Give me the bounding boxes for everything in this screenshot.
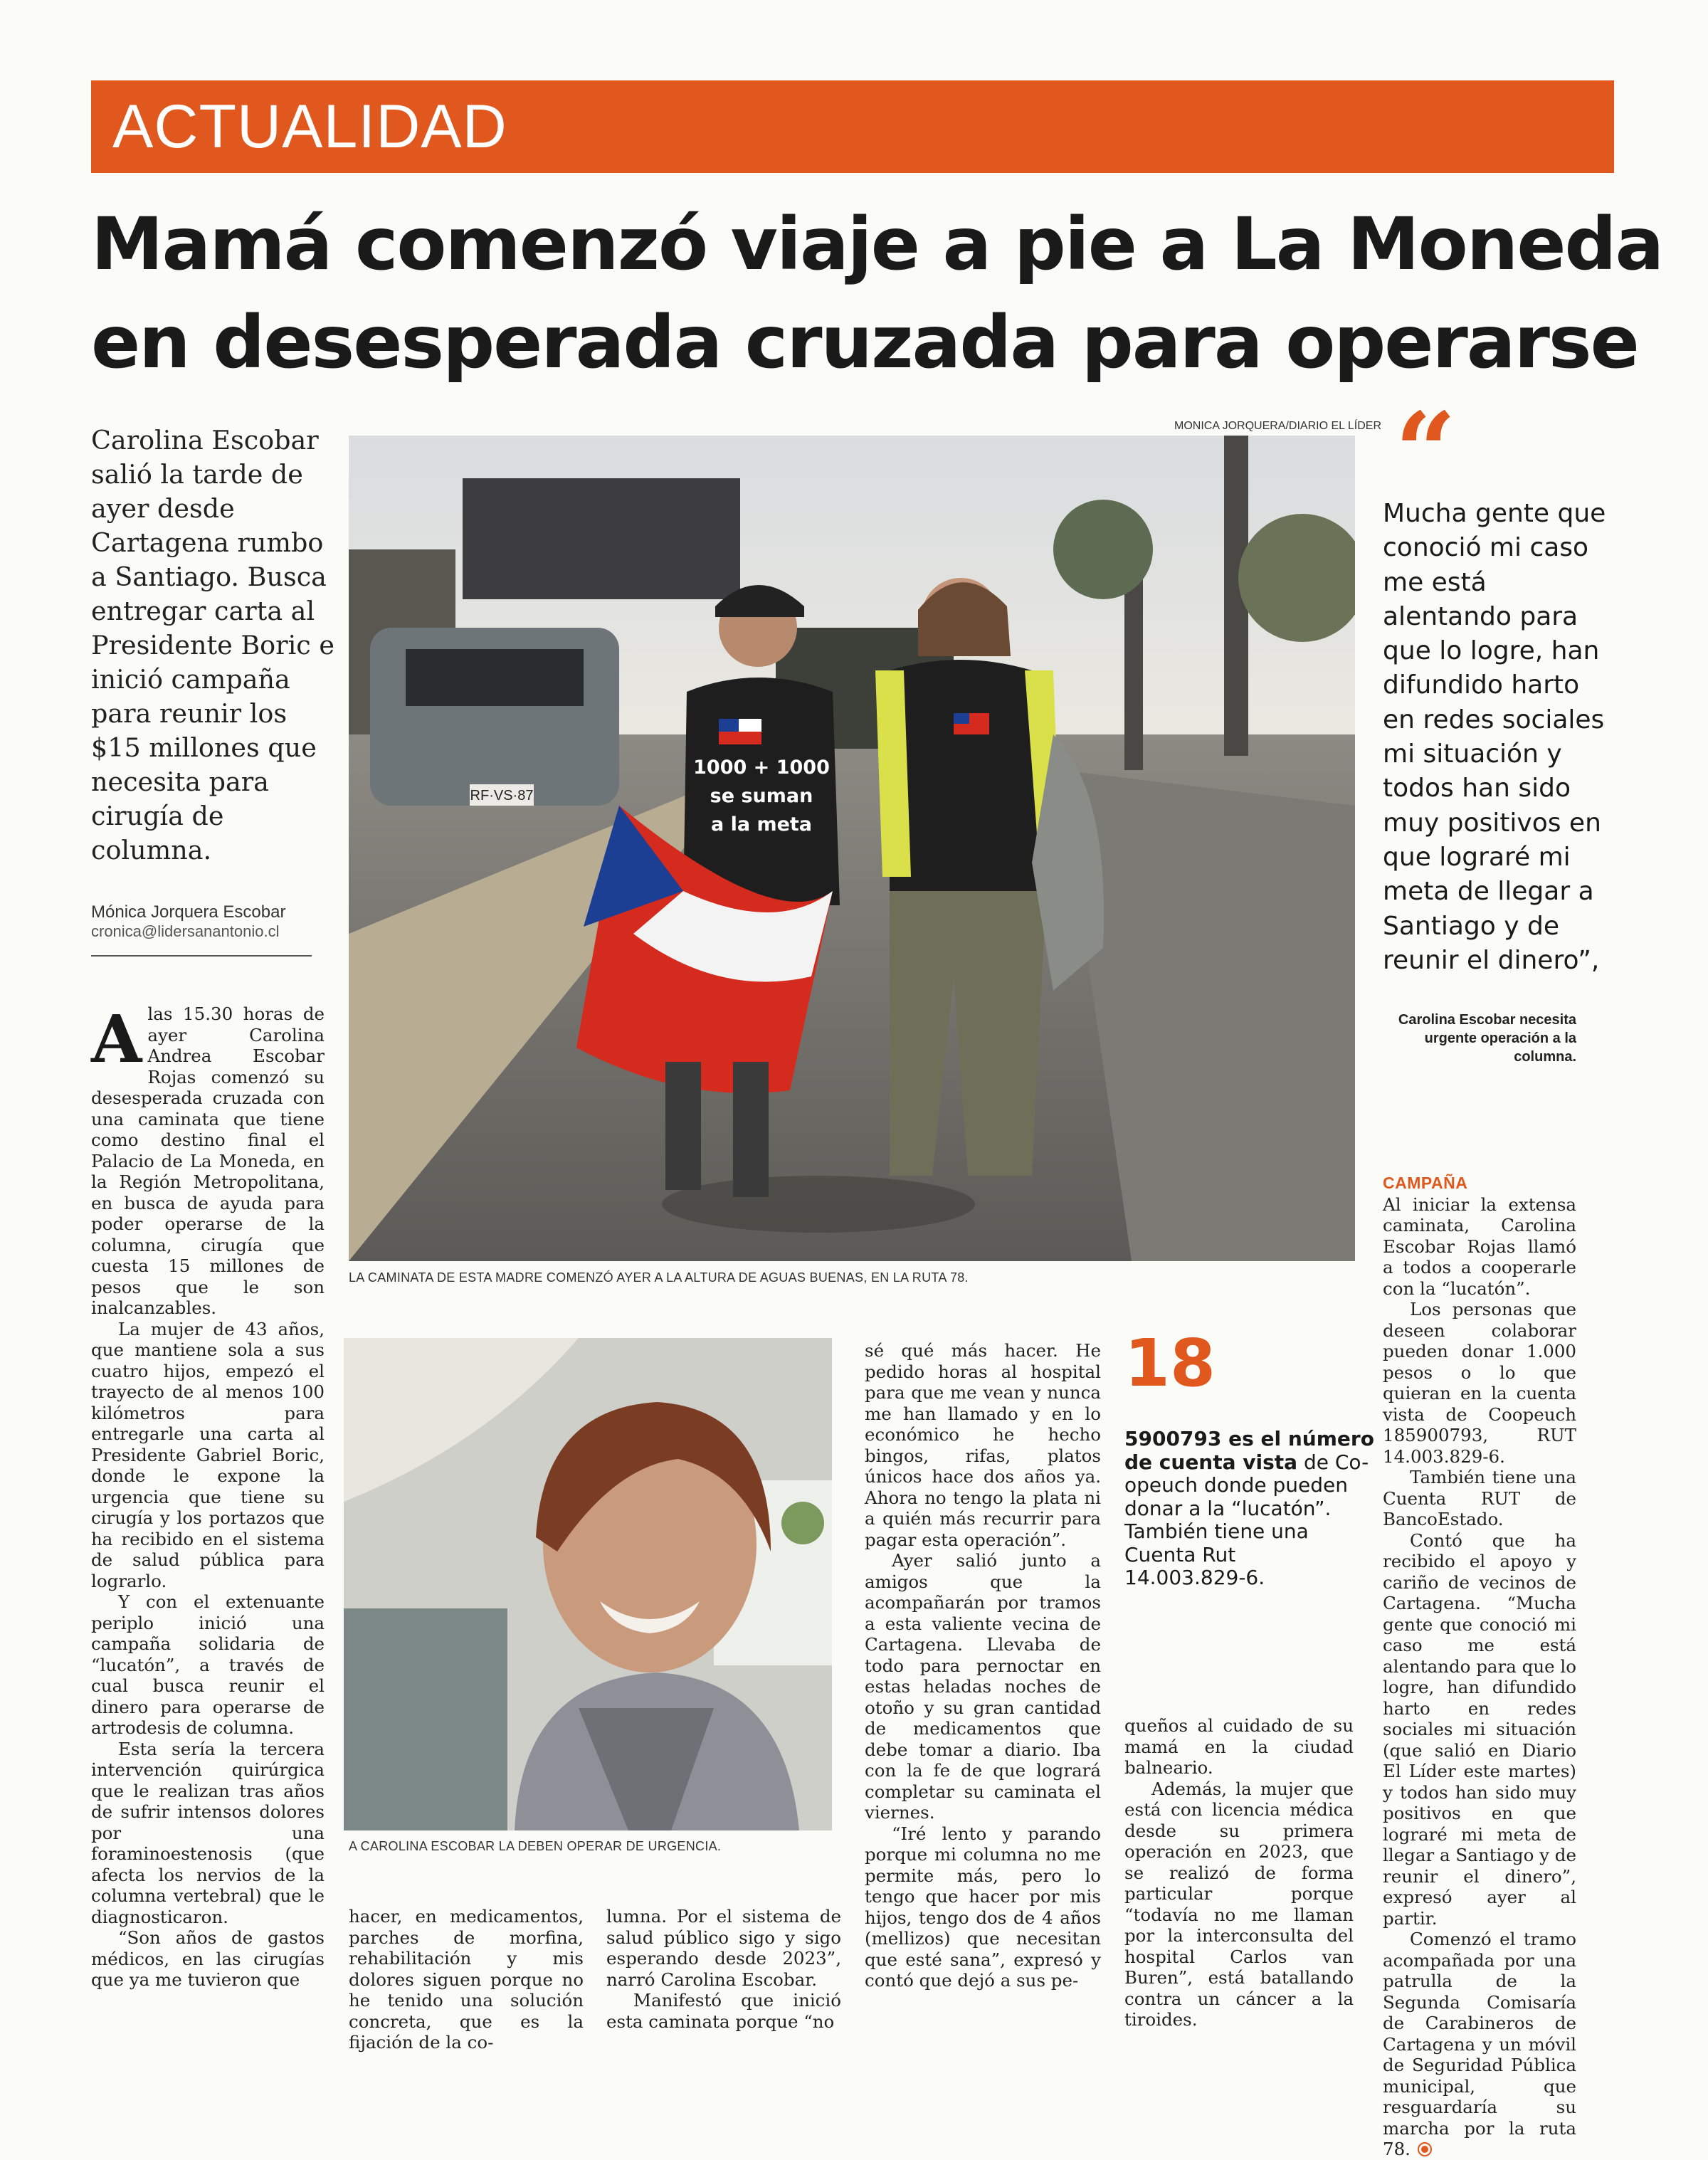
shirt-text-1: 1000 + 1000: [693, 757, 830, 779]
stat-line: [1124, 1450, 1369, 1475]
shirt-text-2: se suman: [710, 785, 813, 807]
lead-line: para reunir los: [91, 698, 288, 729]
quote-line: muy positivos en: [1383, 808, 1601, 838]
byline-divider: [91, 955, 312, 957]
lead-line: Cartagena rumbo: [91, 527, 324, 558]
quote-line: me está: [1383, 567, 1487, 597]
quote-attribution-line: urgente operación a la columna.: [1424, 1031, 1576, 1065]
stat-line: donar a la “lucatón”.: [1124, 1496, 1332, 1520]
body-column-2: [349, 1906, 584, 2053]
photo-credit: MONICA JORQUERA/DIARIO EL LÍDER: [1174, 420, 1382, 432]
lead-line: $15 millones que: [91, 732, 317, 763]
body-column-6: [1383, 1173, 1576, 2160]
end-of-story-icon: [1418, 2142, 1432, 2156]
body-paragraph: La mujer de 43 años, que mantiene sola a sus cuatro hijos, empezó el trayecto de al menos 100 kilómetros para entregarle una carta al Presidente Gabriel Boric, donde le expone la urgencia que tiene su cirugía y los portazos que ha recibido en el sistema de salud pública para lograrlo.: [91, 1318, 325, 1591]
quote-attribution: [1383, 1011, 1576, 1066]
stat-line: 5900793 es el número: [1124, 1427, 1374, 1450]
lead-line: columna.: [91, 835, 212, 865]
body-paragraph: Los personas que deseen colaborar pueden donar 1.000 pesos o lo que quieran en la cuenta vista de Coopeuch 185900793, RUT 14.003.829-6.: [1383, 1299, 1576, 1467]
lead-line: salió la tarde de: [91, 459, 303, 490]
lead-line: a Santiago. Busca: [91, 562, 327, 592]
quote-mark-icon: “: [1395, 389, 1457, 515]
quote-line: que lo logre, han: [1383, 636, 1600, 666]
main-photo-caption: LA CAMINATA DE ESTA MADRE COMENZÓ AYER A LA ALTURA DE AGUAS BUENAS, EN LA RUTA 78.: [349, 1270, 969, 1285]
quote-line: alentando para: [1383, 601, 1578, 631]
body-paragraph: Ayer salió junto a amigos que la acompañarán por tramos a esta valiente vecina de Cartagena. Llevaba de todo para pernoctar en estas heladas noches de otoño y su gran cantidad de medicamentos que debe tomar a diario. Iba con la fe de que logrará completar su caminata el viernes.: [865, 1550, 1101, 1823]
pull-quote: [1383, 497, 1606, 978]
body-paragraph: “Son años de gastos médicos, en las cirugías que ya me tuvieron que: [91, 1927, 325, 1990]
body-paragraph: [1383, 1929, 1576, 2160]
body-paragraph: Manifestó que inició esta caminata porque “no: [606, 1990, 841, 2032]
lead-line: cirugía de: [91, 801, 224, 831]
body-paragraph: [91, 1003, 325, 1319]
headline-line-2: en desesperada cruzada para operarse: [91, 300, 1638, 385]
body-column-1: [91, 1003, 325, 1991]
main-photo-illustration: [349, 436, 1355, 1261]
body-column-4: [865, 1340, 1101, 1991]
lead-summary: [91, 423, 334, 868]
stat-emphasis: de cuenta vista: [1124, 1450, 1298, 1474]
section-banner: [91, 80, 1614, 173]
body-paragraph: “Iré lento y parando porque mi columna no me permite más, pero lo tengo que hacer por mis hijos, tengo dos de 4 años (mellizos) que necesitan que esté sana”, expresó y contó que dejó a sus pe-: [865, 1823, 1101, 1991]
headline: [91, 196, 1663, 392]
quote-line: que lograré mi: [1383, 842, 1571, 872]
subhead-campana: CAMPAÑA: [1383, 1174, 1468, 1192]
quote-line: difundido harto: [1383, 670, 1580, 700]
lead-line: entregar carta al: [91, 596, 315, 626]
portrait-photo-caption: A CAROLINA ESCOBAR LA DEBEN OPERAR DE URGENCIA.: [349, 1839, 722, 1853]
quote-line: meta de llegar a: [1383, 877, 1594, 907]
body-paragraph: Al iniciar la extensa caminata, Carolina Escobar Rojas llamó a todos a cooperarle con la “lucatón”.: [1383, 1194, 1576, 1299]
byline: [91, 902, 326, 941]
lead-line: ayer desde: [91, 493, 235, 524]
stat-description: [1124, 1427, 1374, 1590]
body-paragraph: Y con el extenuante periplo inició una campaña solidaria de “lucatón”, a través de cual busca reunir el dinero para operarse de artrodesis de columna.: [91, 1591, 325, 1738]
body-paragraph: Contó que ha recibido el apoyo y cariño de vecinos de Cartagena. “Mucha gente que conoció mi caso me está alentando para que lo logre, han difundido harto en redes sociales mi situación (que salió en Diario El Líder este martes) y todos han sido muy positivos en que lograré mi meta de llegar a Santiago y de reunir el dinero”, expresó ayer al partir.: [1383, 1529, 1576, 1929]
stat-line: opeuch donde pueden: [1124, 1473, 1348, 1497]
body-paragraph: hacer, en medicamentos, parches de morfina, rehabilitación y mis dolores siguen porque no he tenido una solución concreta, que es la fijación de la co-: [349, 1906, 584, 2053]
section-label: ACTUALIDAD: [112, 93, 507, 161]
headline-line-1: Mamá comenzó viaje a pie a La Moneda: [91, 202, 1663, 287]
drop-cap: A: [91, 1001, 142, 1078]
portrait-photo-illustration: [344, 1338, 832, 1830]
quote-line: en redes sociales: [1383, 705, 1605, 734]
portrait-photo: [344, 1338, 832, 1830]
body-column-3: [606, 1906, 841, 2032]
body-paragraph: queños al cuidado de su mamá en la ciudad balneario.: [1124, 1715, 1354, 1778]
quote-attribution-line: Carolina Escobar necesita: [1398, 1012, 1576, 1028]
lead-line: inició campaña: [91, 664, 290, 695]
body-text: las 15.30 horas de ayer Carolina Andrea Escobar Rojas comenzó su desesperada cruzada con una caminata que tiene como destino final el Palacio de La Moneda, en la Región Metropolitana, en busca de ayuda para poder operarse de la columna, cirugía que cuesta 15 millones de pesos que le son inalcanzables.: [91, 1003, 325, 1318]
quote-line: mi situación y: [1383, 739, 1562, 769]
body-paragraph: Además, la mujer que está con licencia médica desde su primera operación en 2023, que se realizó de forma particular porque “todavía no me llaman por la interconsulta del hospital Carlos van Buren”, está batallando contra un cáncer a la tiroides.: [1124, 1778, 1354, 2030]
shirt-text-3: a la meta: [710, 813, 813, 836]
quote-line: conoció mi caso: [1383, 533, 1589, 563]
quote-line: Santiago y de: [1383, 911, 1559, 941]
stat-text: de Co-: [1297, 1450, 1369, 1474]
lead-line: necesita para: [91, 766, 269, 797]
body-text: Comenzó el tramo acompañada por una patrulla de la Segunda Comisaría de Carabineros de Cartagena y un móvil de Seguridad Pública municipal, que resguardaría su marcha por la ruta 78.: [1383, 1929, 1576, 2159]
body-column-5: [1124, 1715, 1354, 2030]
lead-line: Presidente Boric e: [91, 630, 334, 660]
stat-line: 14.003.829-6.: [1124, 1566, 1265, 1589]
quote-line: reunir el dinero”,: [1383, 945, 1600, 975]
author-email[interactable]: cronica@lidersanantonio.cl: [91, 922, 280, 940]
stat-line: También tiene una: [1124, 1519, 1309, 1543]
lead-line: Carolina Escobar: [91, 425, 319, 455]
stat-number: 18: [1124, 1325, 1216, 1401]
quote-line: Mucha gente que: [1383, 499, 1606, 528]
body-paragraph: sé qué más hacer. He pedido horas al hospital para que me vean y nunca me han llamado y en lo económico he hecho bingos, rifas, platos únicos hace dos años ya. Ahora no tengo la plata ni a quién más recurrir para pagar esta operación”.: [865, 1340, 1101, 1550]
stat-line: Cuenta Rut: [1124, 1542, 1236, 1566]
author-name: Mónica Jorquera Escobar: [91, 902, 286, 922]
body-paragraph: lumna. Por el sistema de salud público sigo y sigo esperando desde 2023”, narró Carolina Escobar.: [606, 1906, 841, 1990]
quote-line: todos han sido: [1383, 774, 1571, 804]
license-plate: RF·VS·87: [470, 788, 534, 804]
main-photo: [349, 436, 1355, 1261]
body-paragraph: Esta sería la tercera intervención quirúrgica que le realizan tras años de sufrir intensos dolores por una foraminoestenosis (que afecta los nervios de la columna vertebral) que le diagnosticaron.: [91, 1738, 325, 1927]
body-paragraph: También tiene una Cuenta RUT de BancoEstado.: [1383, 1467, 1576, 1529]
